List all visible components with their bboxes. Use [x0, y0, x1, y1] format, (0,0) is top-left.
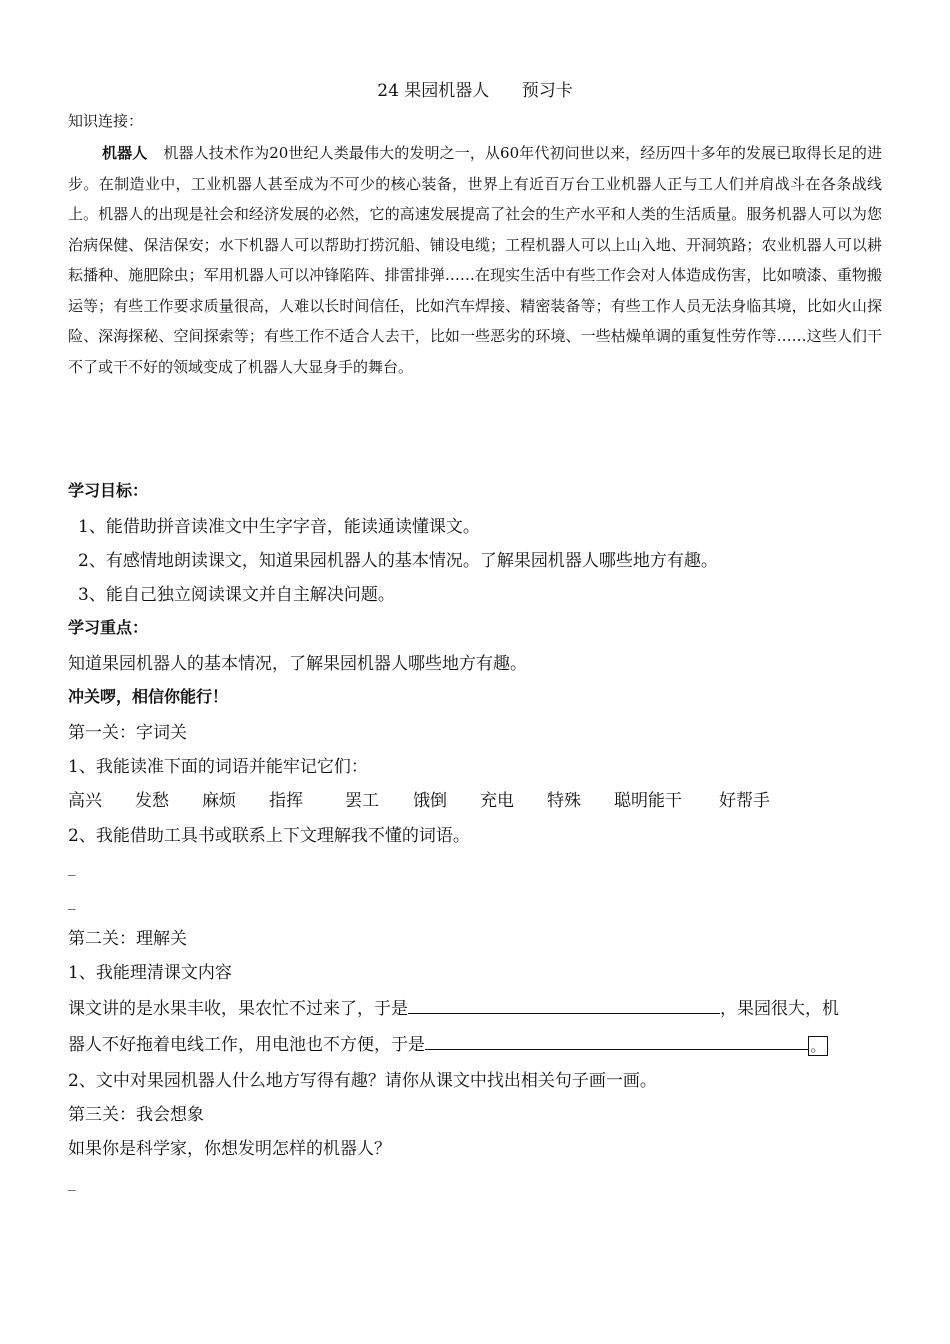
level2-question-2: 2、文中对果园机器人什么地方写得有趣？请你从课文中找出相关句子画一画。 — [68, 1071, 657, 1091]
word-item: 好帮手 — [719, 791, 770, 811]
knowledge-text: 机器人技术作为20世纪人类最伟大的发明之一，从60年代初问世以来，经历四十多年的发展已取得长足的进步。在制造业中，工业机器人甚至成为不可少的核心装备，世界上有近百万台工业机器人正与工人们并肩战斗在各条战线上。机器人的出现是社会和经济发展的必然，它的高速发展提高了社会的生产水平和人类的生活质量。服务机器人可以为您治病保健、保洁保安；水下机器人可以帮助打捞沉船、铺设电缆；工程机器人可以上山入地、开洞筑路；农业机器人可以耕耘播种、施肥除虫；军用机器人可以冲锋陷阵、排雷排弹……在现实生活中有些工作会对人体造成伤害，比如喷漆、重物搬运等；有些工作要求质量很高，人难以长时间信任，比如汽车焊接、精密装备等；有些工作人员无法身临其境，比如火山探险、深海探秘、空间探索等；有些工作不适合人去干，比如一些恶劣的环境、一些枯燥单调的重复性劳作等……这些人们干不了或干不好的领域变成了机器人大显身手的舞台。 — [68, 144, 882, 376]
word-item: 高兴 — [68, 791, 102, 811]
level2-question-1: 1、我能理清课文内容 — [68, 963, 232, 983]
fill-text-a: 课文讲的是水果丰收，果农忙不过来了，于是 — [68, 999, 408, 1019]
challenge-heading: 冲关啰，相信你能行！ — [68, 687, 229, 706]
period-box: 。 — [808, 1036, 828, 1056]
fill-blank-2[interactable] — [425, 1031, 808, 1050]
level1-question-2: 2、我能借助工具书或联系上下文理解我不懂的词语。 — [68, 826, 470, 846]
objectives-heading: 学习目标： — [68, 481, 149, 500]
focus-heading: 学习重点： — [68, 618, 149, 637]
level3-question: 如果你是科学家，你想发明怎样的机器人？ — [68, 1139, 391, 1159]
knowledge-term: 机器人 — [102, 144, 148, 162]
word-item: 罢工 — [345, 791, 379, 811]
focus-text: 知道果园机器人的基本情况，了解果园机器人哪些地方有趣。 — [68, 654, 527, 674]
fill-text-b: ，果园很大，机 — [720, 999, 839, 1019]
objective-item-3: 3、能自己独立阅读课文并自主解决问题。 — [78, 585, 395, 605]
word-item: 饿倒 — [413, 791, 447, 811]
answer-blank-3: _ — [68, 1173, 76, 1191]
fill-text-c: 器人不好拖着电线工作，用电池也不方便，于是 — [68, 1035, 425, 1055]
word-item: 充电 — [480, 791, 514, 811]
level2-title: 第二关：理解关 — [68, 929, 187, 949]
word-item: 发愁 — [135, 791, 169, 811]
fill-blank-1[interactable] — [408, 995, 720, 1014]
answer-blank-1: _ — [68, 858, 76, 876]
level1-question-1: 1、我能读准下面的词语并能牢记它们： — [68, 757, 368, 777]
word-item: 特殊 — [547, 791, 581, 811]
knowledge-paragraph — [68, 138, 882, 382]
page-title: 24 果园机器人 预习卡 — [377, 81, 573, 101]
answer-blank-2: _ — [68, 892, 76, 910]
word-item: 聪明能干 — [614, 791, 682, 811]
knowledge-label: 知识连接： — [68, 112, 144, 130]
fill-sentence-line-2 — [68, 1030, 882, 1056]
objective-item-2: 2、有感情地朗读课文，知道果园机器人的基本情况。了解果园机器人哪些地方有趣。 — [78, 551, 718, 571]
fill-sentence-line-1 — [68, 994, 882, 1019]
word-item: 指挥 — [269, 791, 303, 811]
objective-item-1: 1、能借助拼音读准文中生字字音，能读通读懂课文。 — [78, 517, 480, 537]
level1-title: 第一关：字词关 — [68, 723, 187, 743]
word-item: 麻烦 — [202, 791, 236, 811]
level3-title: 第三关：我会想象 — [68, 1105, 204, 1125]
